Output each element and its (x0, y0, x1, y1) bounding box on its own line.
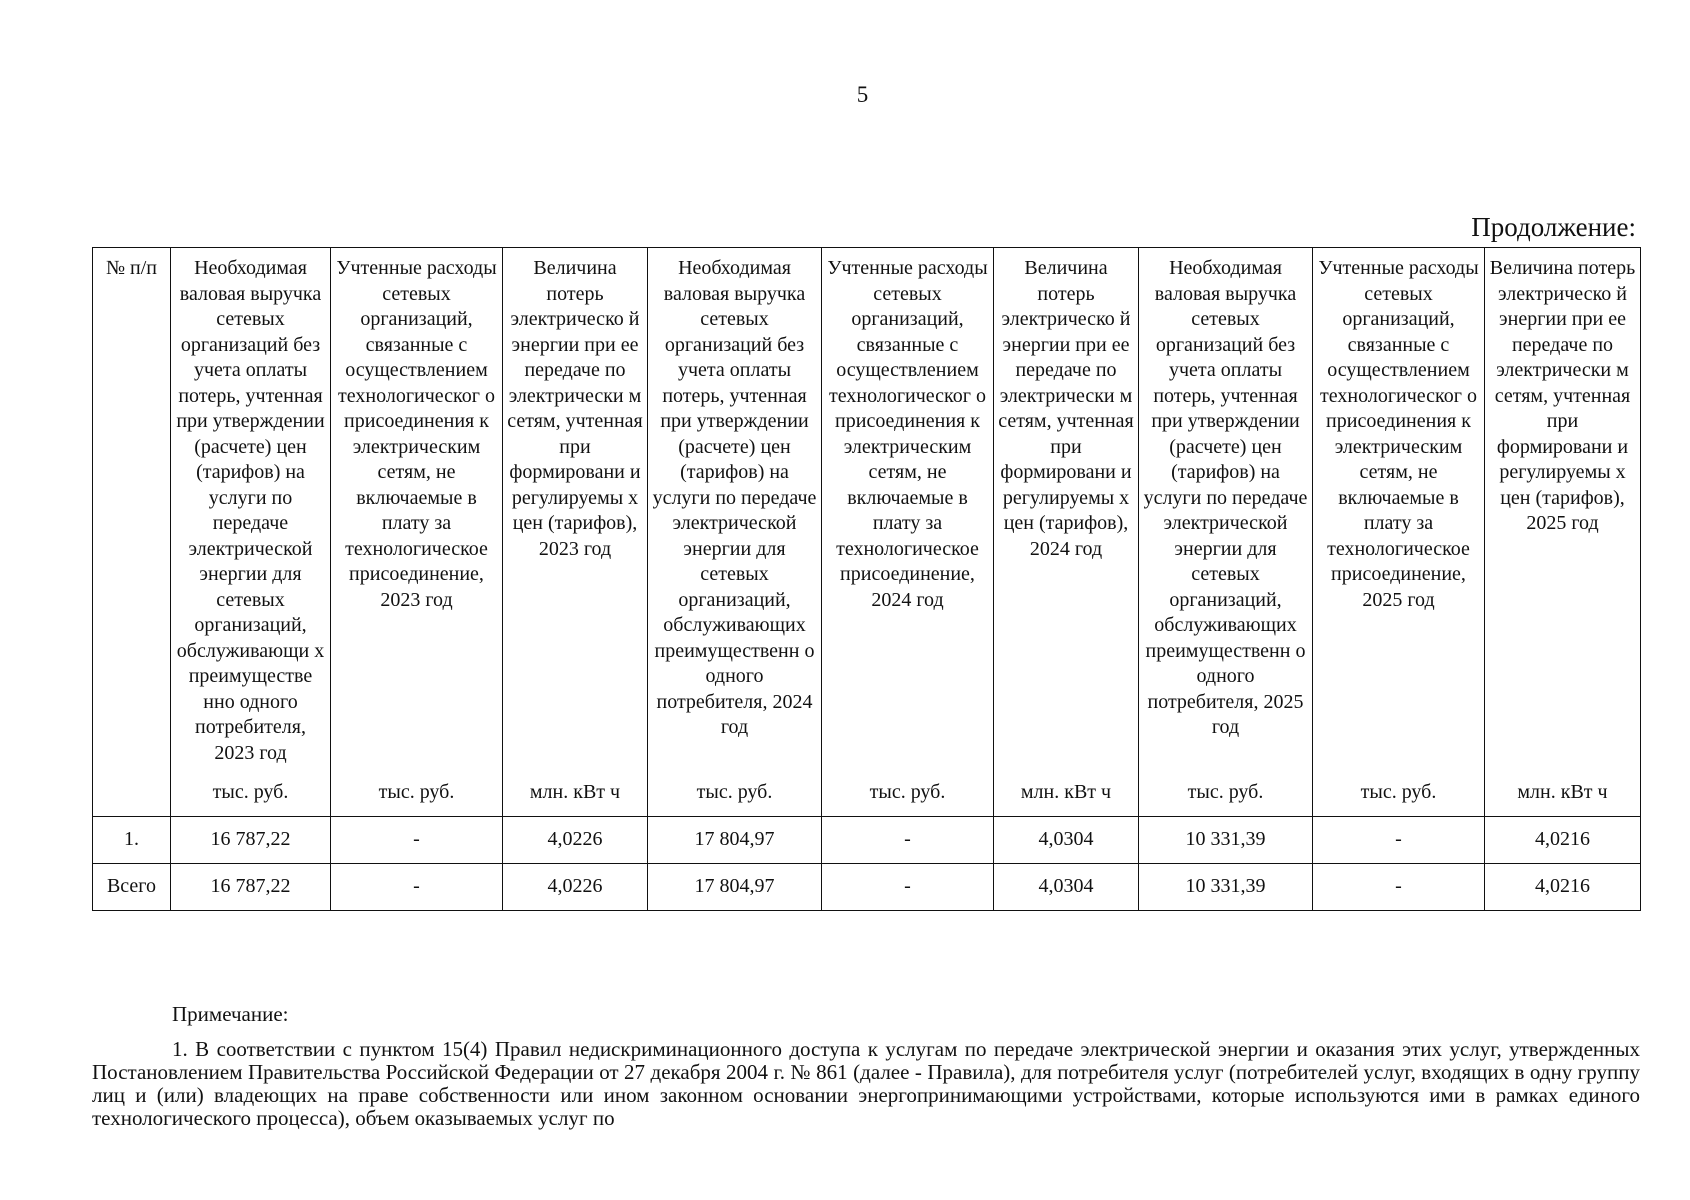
table-cell: - (331, 863, 503, 910)
unit-cell: тыс. руб. (822, 770, 994, 816)
page-number: 5 (856, 82, 869, 107)
header-cell: Учтенные расходы сетевых организаций, связанные с осуществлением технологическог о присоединения к электрическим сетям, не включаемые в плату за технологическое присоединение, 2025 год (1313, 248, 1485, 771)
unit-cell: тыс. руб. (1139, 770, 1313, 816)
header-cell: Необходимая валовая выручка сетевых организаций без учета оплаты потерь, учтенная при утверждении (расчете) цен (тарифов) на услуги по передаче электрической энергии для сетевых организаций, обслуживающи х преимуществе нно одного потребителя, 2023 год (171, 248, 331, 771)
notes-text: 1. В соответствии с пунктом 15(4) Правил недискриминационного доступа к услугам по передаче электрической энергии и оказания этих услуг, утвержденных Постановлением Правительства Российской Федерации от 27 декабря 2004 г. № 861 (далее - Правила), для потребителя услуг (потребителей услуг, входящих в одну группу лиц и (или) владеющих на праве собственности или ином законном основании энергопринимающими устройствами, которые используются ими в рамках единого технологического процесса), объем оказываемых услуг по (92, 1037, 1640, 1130)
unit-cell: млн. кВт ч (1485, 770, 1641, 816)
table-cell: 4,0226 (503, 863, 648, 910)
table-cell: - (822, 816, 994, 863)
unit-cell: млн. кВт ч (503, 770, 648, 816)
header-cell: Учтенные расходы сетевых организаций, связанные с осуществлением технологическог о присоединения к электрическим сетям, не включаемые в плату за технологическое присоединение, 2024 год (822, 248, 994, 771)
header-num: № п/п (93, 248, 171, 817)
unit-cell: тыс. руб. (648, 770, 822, 816)
notes-title: Примечание: (172, 1002, 289, 1026)
unit-cell: млн. кВт ч (994, 770, 1139, 816)
header-cell: Величина потерь электрическо й энергии при ее передаче по электрически м сетям, учтенная при формировани и регулируемы х цен (тарифов), 2024 год (994, 248, 1139, 771)
unit-cell: тыс. руб. (331, 770, 503, 816)
table-cell: 10 331,39 (1139, 863, 1313, 910)
header-cell: Величина потерь электрическо й энергии при ее передаче по электрически м сетям, учтенная при формировани и регулируемы х цен (тарифов), 2025 год (1485, 248, 1641, 771)
header-cell: Величина потерь электрическо й энергии при ее передаче по электрически м сетям, учтенная при формировани и регулируемы х цен (тарифов), 2023 год (503, 248, 648, 771)
row-num: 1. (93, 816, 171, 863)
table-cell: 10 331,39 (1139, 816, 1313, 863)
header-cell: Учтенные расходы сетевых организаций, связанные с осуществлением технологическог о присоединения к электрическим сетям, не включаемые в плату за технологическое присоединение, 2023 год (331, 248, 503, 771)
units-row (93, 770, 1641, 816)
notes-section (92, 1003, 1640, 1130)
table-cell: 17 804,97 (648, 816, 822, 863)
table-row-total (93, 863, 1641, 910)
table-cell: 16 787,22 (171, 863, 331, 910)
unit-cell: тыс. руб. (1313, 770, 1485, 816)
continuation-label: Продолжение: (1471, 212, 1636, 242)
table-cell: - (331, 816, 503, 863)
table-cell: 4,0226 (503, 816, 648, 863)
table-row (93, 816, 1641, 863)
table-cell: - (1313, 863, 1485, 910)
table-cell: 16 787,22 (171, 816, 331, 863)
table-cell: 4,0304 (994, 816, 1139, 863)
table-cell: 4,0216 (1485, 816, 1641, 863)
table-cell: 4,0216 (1485, 863, 1641, 910)
header-cell: Необходимая валовая выручка сетевых организаций без учета оплаты потерь, учтенная при утверждении (расчете) цен (тарифов) на услуги по передаче электрической энергии для сетевых организаций, обслуживающих преимущественн о одного потребителя, 2024 год (648, 248, 822, 771)
table-cell: 4,0304 (994, 863, 1139, 910)
tariff-table (92, 247, 1641, 911)
row-num: Всего (93, 863, 171, 910)
table-cell: 17 804,97 (648, 863, 822, 910)
table-cell: - (822, 863, 994, 910)
header-row (93, 248, 1641, 771)
header-cell: Необходимая валовая выручка сетевых организаций без учета оплаты потерь, учтенная при утверждении (расчете) цен (тарифов) на услуги по передаче электрической энергии для сетевых организаций, обслуживающих преимущественн о одного потребителя, 2025 год (1139, 248, 1313, 771)
table-cell: - (1313, 816, 1485, 863)
unit-cell: тыс. руб. (171, 770, 331, 816)
